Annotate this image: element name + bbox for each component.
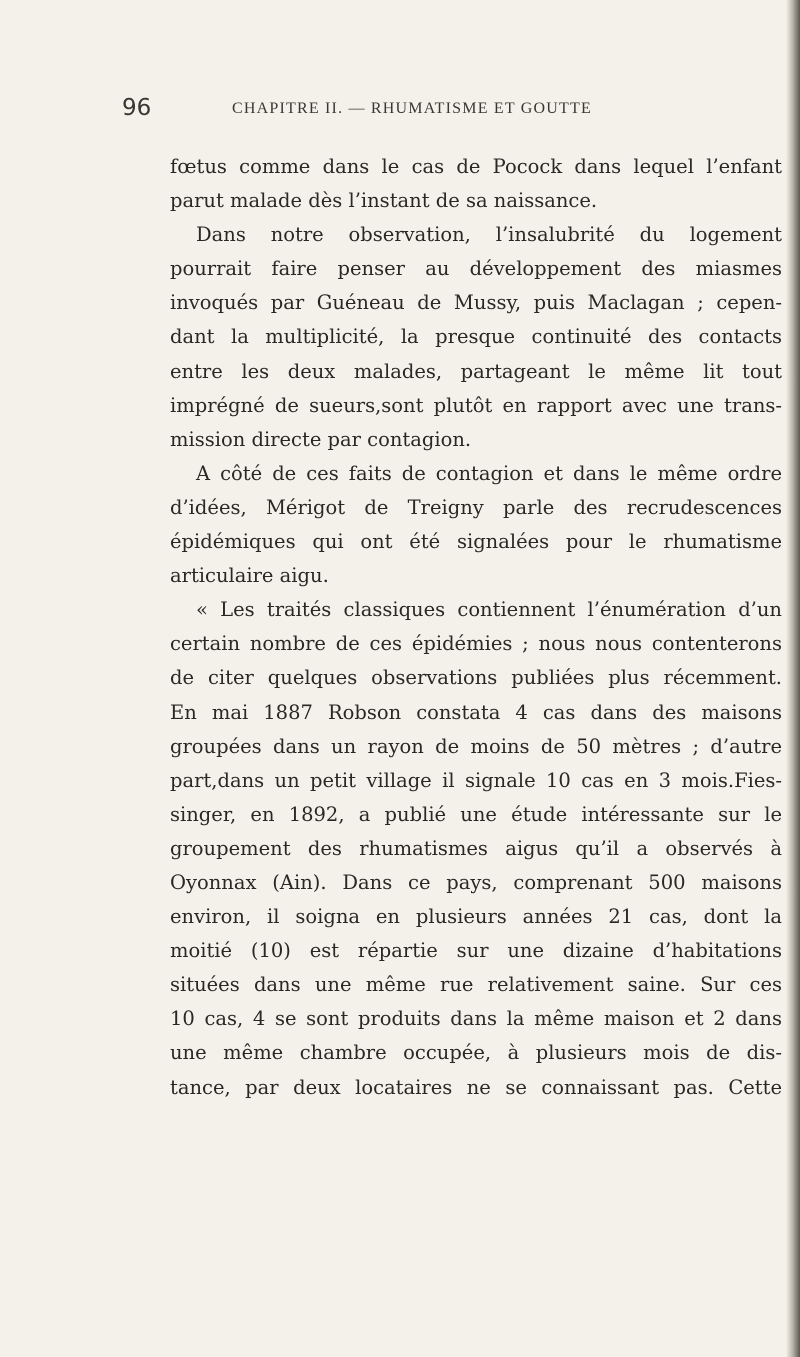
text-line: articulaire aigu.: [170, 564, 329, 588]
text-line: invoqués par Guéneau de Mussy, puis Maclagan ; cepen-: [170, 291, 782, 315]
text-line: parut malade dès l’instant de sa naissance.: [170, 189, 598, 213]
text-line: groupées dans un rayon de moins de 50 mètres ; d’autre: [170, 734, 782, 758]
text-line: mission directe par contagion.: [170, 427, 472, 451]
text-line: part,dans un petit village il signale 10 cas en 3 mois.Fies-: [170, 768, 782, 792]
text-line: dant la multiplicité, la presque continuité des contacts: [170, 325, 782, 349]
text-line: pourrait faire penser au développement des miasmes: [170, 257, 782, 281]
text-line: épidémiques qui ont été signalées pour le rhumatisme: [170, 530, 782, 554]
running-head: [122, 94, 692, 124]
text-line: de citer quelques observations publiées plus récemment.: [170, 666, 782, 690]
text-line: tance, par deux locataires ne se connaissant pas. Cette: [170, 1075, 782, 1099]
text-line: Dans notre observation, l’insalubrité du logement: [196, 223, 782, 247]
text-line: 10 cas, 4 se sont produits dans la même maison et 2 dans: [170, 1007, 782, 1031]
body-text: [170, 150, 782, 1105]
text-line: certain nombre de ces épidémies ; nous nous contenterons: [170, 632, 782, 656]
text-line: imprégné de sueurs,sont plutôt en rapport avec une trans-: [170, 393, 782, 417]
text-line: d’idées, Mérigot de Treigny parle des recrudescences: [170, 495, 782, 519]
text-line: En mai 1887 Robson constata 4 cas dans des maisons: [170, 700, 782, 724]
text-line: « Les traités classiques contiennent l’énumération d’un: [196, 598, 782, 622]
page-number: 96: [122, 95, 152, 121]
text-line: A côté de ces faits de contagion et dans le même ordre: [196, 461, 782, 485]
text-line: environ, il soigna en plusieurs années 21 cas, dont la: [170, 905, 782, 929]
text-line: groupement des rhumatismes aigus qu’il a observés à: [170, 836, 782, 860]
text-line: situées dans une même rue relativement saine. Sur ces: [170, 973, 782, 997]
text-line: singer, en 1892, a publié une étude intéressante sur le: [170, 802, 782, 826]
running-title: CHAPITRE II. — RHUMATISME ET GOUTTE: [232, 100, 592, 117]
book-spine-shadow: [786, 0, 800, 1357]
text-line: moitié (10) est répartie sur une dizaine d’habitations: [170, 939, 782, 963]
text-line: une même chambre occupée, à plusieurs mois de dis-: [170, 1041, 782, 1065]
text-line: fœtus comme dans le cas de Pocock dans lequel l’enfant: [170, 155, 782, 178]
text-line: entre les deux malades, partageant le même lit tout: [170, 359, 782, 383]
text-line: Oyonnax (Ain). Dans ce pays, comprenant 500 maisons: [170, 870, 782, 894]
